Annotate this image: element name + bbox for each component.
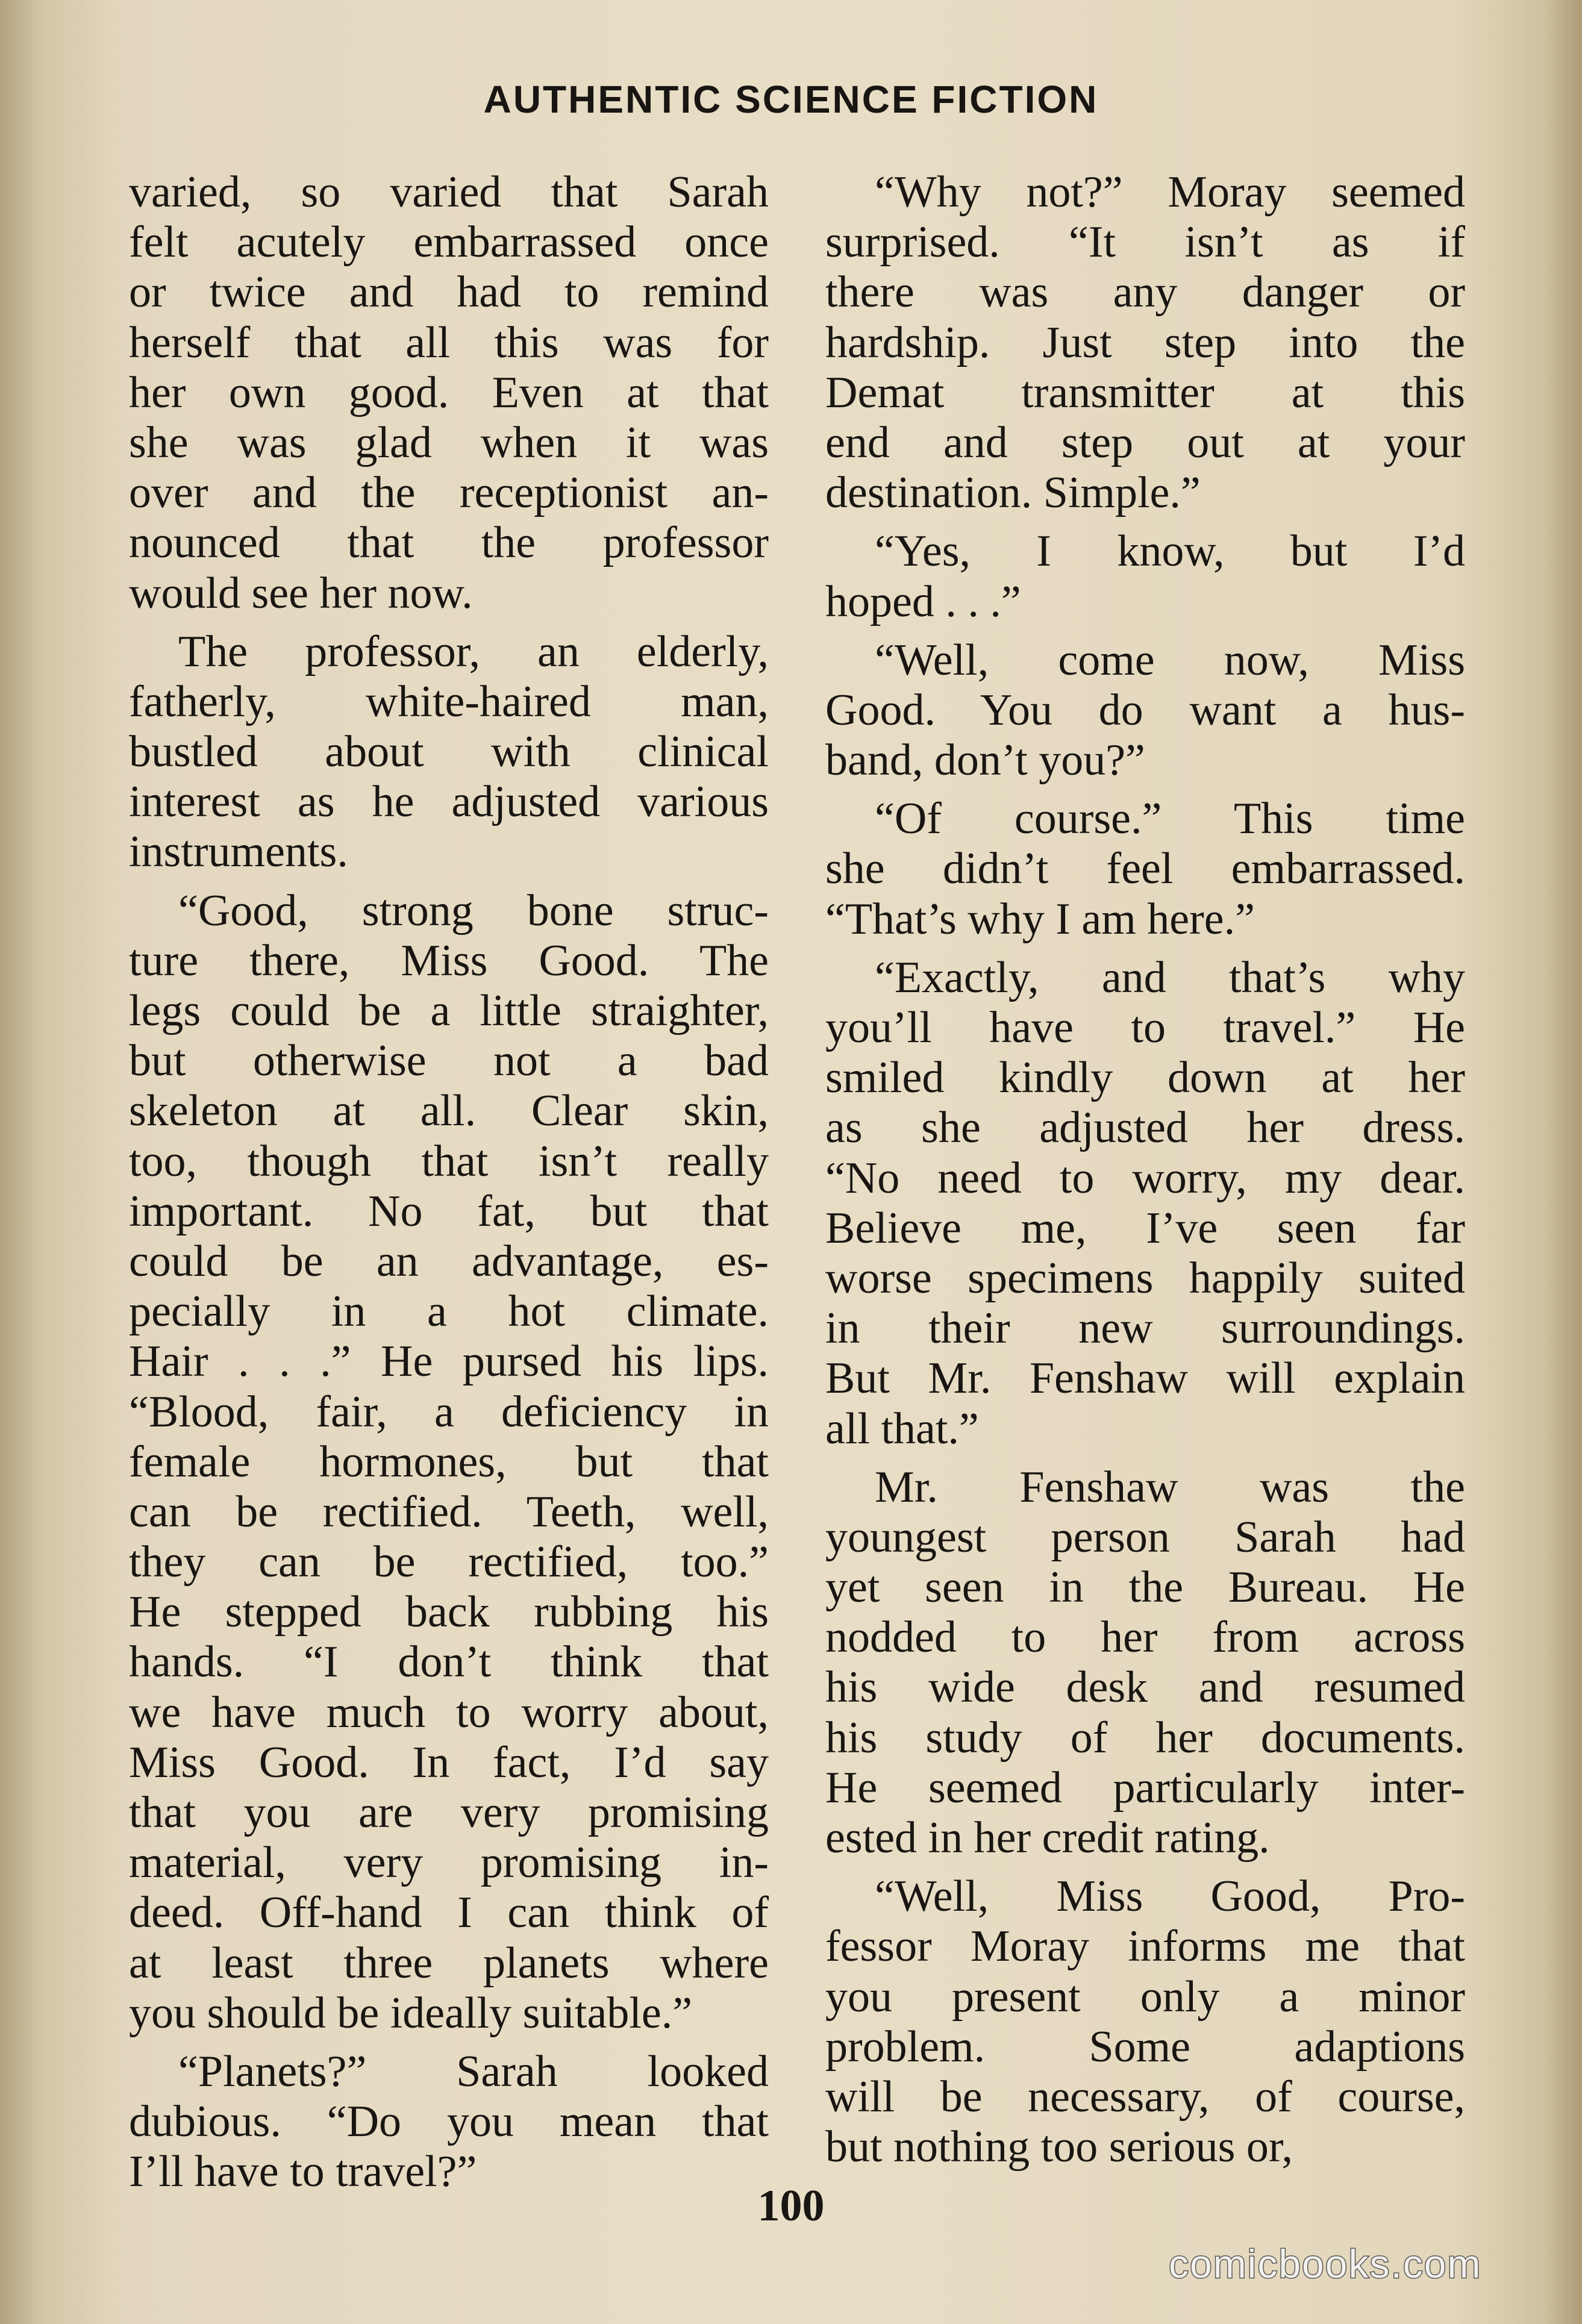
text-line: ture there, Miss Good. The	[129, 936, 769, 986]
text-line: at least three planets where	[129, 1938, 769, 1988]
text-line: hands. “I don’t think that	[129, 1637, 769, 1687]
text-line: you’ll have to travel.” He	[825, 1003, 1465, 1052]
text-line: “Well, come now, Miss	[875, 635, 1465, 685]
text-line: “Well, Miss Good, Pro-	[875, 1872, 1465, 1922]
text-line: nodded to her from across	[825, 1613, 1465, 1663]
text-line: destination. Simple.”	[825, 468, 1201, 518]
text-line: she was glad when it was	[129, 417, 769, 467]
page-left-shadow	[0, 0, 42, 2324]
text-line: But Mr. Fenshaw will explain	[825, 1354, 1465, 1404]
text-line: worse specimens happily suited	[825, 1253, 1465, 1303]
text-line: as she adjusted her dress.	[825, 1103, 1465, 1153]
text-line: deed. Off-hand I can think of	[129, 1888, 769, 1938]
text-line: surprised. “It isn’t as if	[825, 217, 1465, 267]
text-line: “Why not?” Moray seemed	[875, 167, 1465, 217]
text-line: skeleton at all. Clear skin,	[129, 1086, 769, 1136]
text-line: there was any danger or	[825, 267, 1465, 317]
text-line: problem. Some adaptions	[825, 2022, 1465, 2072]
left-text-column	[129, 167, 769, 2197]
text-line: “Yes, I know, but I’d	[875, 526, 1465, 576]
text-line: his study of her documents.	[825, 1713, 1465, 1763]
text-line: dubious. “Do you mean that	[129, 2097, 769, 2147]
text-line: but otherwise not a bad	[129, 1036, 769, 1086]
paragraph	[129, 886, 769, 2038]
text-line: fessor Moray informs me that	[825, 1922, 1465, 1972]
text-line: you present only a minor	[825, 1972, 1465, 2022]
text-line: that you are very promising	[129, 1788, 769, 1837]
text-line: Hair . . .” He pursed his lips.	[129, 1337, 769, 1387]
text-line: we have much to worry about,	[129, 1687, 769, 1737]
text-line: Demat transmitter at this	[825, 367, 1465, 417]
text-line: Miss Good. In fact, I’d say	[129, 1737, 769, 1787]
text-line: can be rectified. Teeth, well,	[129, 1487, 769, 1537]
right-text-column	[825, 167, 1465, 2172]
text-line: but nothing too serious or,	[825, 2122, 1293, 2172]
text-line: I’ll have to travel?”	[129, 2147, 477, 2197]
text-line: his wide desk and resumed	[825, 1663, 1465, 1713]
text-line: important. No fat, but that	[129, 1186, 769, 1236]
text-line: Believe me, I’ve seen far	[825, 1203, 1465, 1253]
text-line: nounced that the professor	[129, 518, 769, 568]
text-line: you should be ideally suitable.”	[129, 1988, 693, 2038]
running-head: AUTHENTIC SCIENCE FICTION	[483, 78, 1099, 121]
paragraph	[825, 953, 1465, 1454]
text-line: her own good. Even at that	[129, 367, 769, 417]
text-line: ested in her credit rating.	[825, 1813, 1270, 1863]
text-line: would see her now.	[129, 568, 473, 618]
text-line: herself that all this was for	[129, 317, 769, 367]
text-line: fatherly, white-haired man,	[129, 676, 769, 726]
text-line: The professor, an elderly,	[178, 626, 769, 676]
paragraph	[825, 526, 1465, 626]
text-line: pecially in a hot climate.	[129, 1287, 769, 1337]
text-line: material, very promising in-	[129, 1838, 769, 1888]
paragraph	[129, 627, 769, 878]
text-line: bustled about with clinical	[129, 727, 769, 777]
text-line: legs could be a little straighter,	[129, 986, 769, 1035]
text-line: will be necessary, of course,	[825, 2072, 1465, 2122]
page-number: 100	[757, 2181, 825, 2231]
text-line: over and the receptionist an-	[129, 468, 769, 518]
paragraph	[129, 167, 769, 619]
site-watermark: comicbooks.com	[1169, 2241, 1482, 2286]
text-line: she didn’t feel embarrassed.	[825, 844, 1465, 894]
paragraph	[825, 1463, 1465, 1864]
text-line: Mr. Fenshaw was the	[875, 1462, 1465, 1512]
text-line: Good. You do want a hus-	[825, 685, 1465, 735]
text-line: “Planets?” Sarah looked	[178, 2046, 769, 2096]
paragraph	[129, 2047, 769, 2197]
text-line: youngest person Sarah had	[825, 1512, 1465, 1562]
text-line: instruments.	[129, 827, 348, 877]
text-line: could be an advantage, es-	[129, 1236, 769, 1286]
text-line: interest as he adjusted various	[129, 777, 769, 827]
text-line: “Blood, fair, a deficiency in	[129, 1387, 769, 1437]
text-line: end and step out at your	[825, 417, 1465, 467]
text-line: they can be rectified, too.”	[129, 1537, 769, 1587]
paragraph	[825, 1872, 1465, 2172]
paragraph	[825, 794, 1465, 945]
text-line: band, don’t you?”	[825, 736, 1145, 786]
text-line: all that.”	[825, 1404, 979, 1454]
text-line: He stepped back rubbing his	[129, 1587, 769, 1637]
text-line: “Of course.” This time	[875, 794, 1465, 844]
text-line: yet seen in the Bureau. He	[825, 1563, 1465, 1613]
text-line: felt acutely embarrassed once	[129, 217, 769, 267]
text-line: “Exactly, and that’s why	[875, 952, 1465, 1002]
text-line: varied, so varied that Sarah	[129, 167, 769, 217]
text-line: smiled kindly down at her	[825, 1053, 1465, 1103]
text-line: or twice and had to remind	[129, 267, 769, 317]
text-line: in their new surroundings.	[825, 1304, 1465, 1354]
text-line: He seemed particularly inter-	[825, 1763, 1465, 1813]
paragraph	[825, 636, 1465, 786]
page-right-shadow	[1546, 0, 1582, 2324]
text-line: female hormones, but that	[129, 1437, 769, 1487]
text-line: “No need to worry, my dear.	[825, 1153, 1465, 1203]
paragraph	[825, 167, 1465, 518]
text-line: hardship. Just step into the	[825, 317, 1465, 367]
text-line: hoped . . .”	[825, 576, 1021, 626]
text-line: “That’s why I am here.”	[825, 894, 1255, 944]
text-line: “Good, strong bone struc-	[178, 886, 769, 936]
text-line: too, though that isn’t really	[129, 1136, 769, 1186]
